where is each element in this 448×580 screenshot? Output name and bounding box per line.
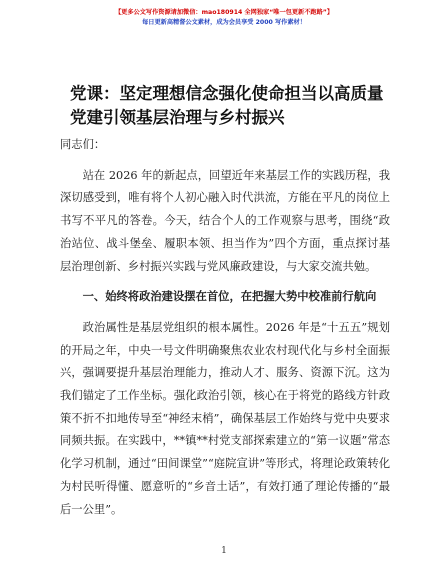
document-body [60,134,390,521]
document-title: 党课：坚定理想信念强化使命担当以高质量党建引领基层治理与乡村振兴 [70,84,384,127]
intro-paragraph: 站在 2026 年的新起点，回望近年来基层工作的实践历程，我深切感受到，唯有将个人初心融入时代洪流，方能在平凡的岗位上书写不平凡的答卷。今天，结合个人的工作观察与思考，围绕“政治站位、战斗堡垒、履职本领、担当作为”四个方面，重点探讨基层治理创新、乡村振兴实践与党风廉政建设，与大家交流共勉。 [60,168,390,273]
body-paragraph: 政治属性是基层党组织的根本属性。2026 年是“十五五”规划的开局之年，中央一号文件明确聚焦农业农村现代化与乡村全面振兴，强调要提升基层治理能力，推动人才、服务、资源下沉。这为我们锚定了工作坐标。强化政治引领，核心在于将党的路线方针政策不折不扣地传导至“神经末梢”，确保基层工作始终与党中央要求同频共振。在实践中，**镇**村党支部探索建立的“第一议题”常态化学习机制，通过“田间课堂”“庭院宣讲”等形式，将理论政策转化为村民听得懂、愿意听的“乡音土话”，有效打通了理论传播的“最后一公里”。 [60,320,390,516]
page-number: 1 [221,546,227,556]
section-heading: 一、始终将政治建设摆在首位，在把握大势中校准前行航向 [82,290,377,304]
promo-banner [0,8,448,28]
promo-banner-line1: 【更多公文写作资源请加微信：mao180914 全网独家“唯一包更新不跑路”】 [114,9,334,16]
promo-banner-line2: 每日更新高精督公文素材，成为会员享受 2000 写作素材！ [142,19,306,26]
salutation: 同志们： [60,138,106,151]
